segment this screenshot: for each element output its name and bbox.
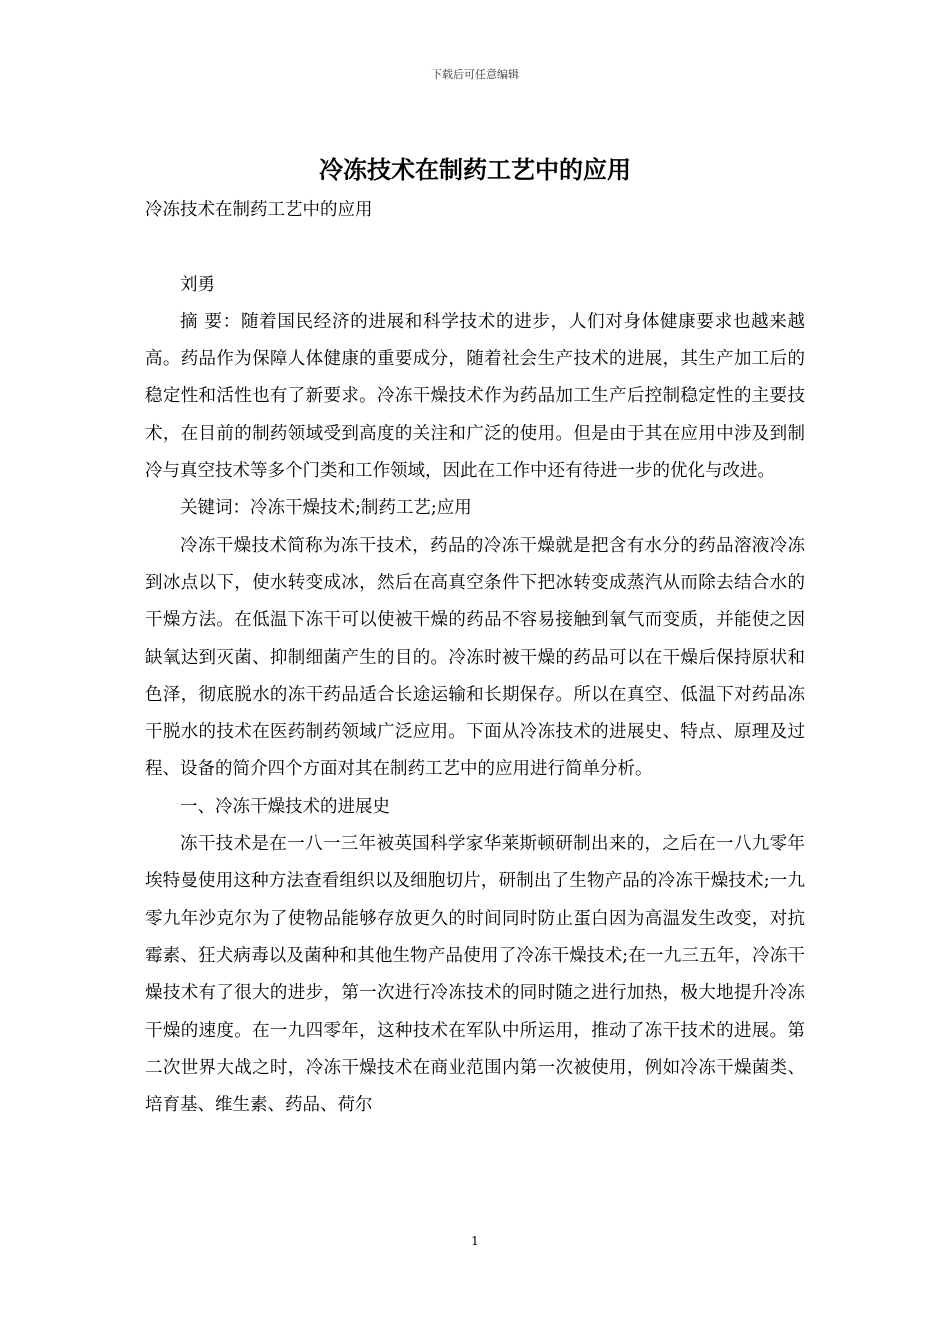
blank-line (145, 229, 805, 266)
header-note: 下载后可任意编辑 (431, 68, 519, 81)
section-paragraph: 冻干技术是在一八一三年被英国科学家华莱斯顿研制出来的，之后在一八九零年埃特曼使用这种方法查看组织以及细胞切片，研制出了生物产品的冷冻干燥技术;一九零九年沙克尔为了使物品能够存放更久的时间同时防止蛋白因为高温发生改变，对抗霉素、狂犬病毒以及菌种和其他生物产品使用了冷冻干燥技术;在一九三五年，冷冻干燥技术有了很大的进步，第一次进行冷冻技术的同时随之进行加热，极大地提升冷冻干燥的速度。在一九四零年，这种技术在军队中所运用，推动了冻干技术的进展。第二次世界大战之时，冷冻干燥技术在商业范围内第一次被使用，例如冷冻干燥菌类、培育基、维生素、药品、荷尔 (145, 834, 805, 1116)
document-title: 冷冻技术在制药工艺中的应用 (319, 155, 631, 184)
section-heading: 一、冷冻干燥技术的进展史 (180, 796, 390, 817)
document-body (145, 192, 805, 1124)
intro-paragraph: 冷冻干燥技术简称为冻干技术，药品的冷冻干燥就是把含有水分的药品溶液冷冻到冰点以下，使水转变成冰，然后在高真空条件下把冰转变成蒸汽从而除去结合水的干燥方法。在低温下冻干可以使被干燥的药品不容易接触到氧气而变质，并能使之因缺氧达到灭菌、抑制细菌产生的目的。冷冻时被干燥的药品可以在干燥后保持原状和色泽，彻底脱水的冻干药品适合长途运输和长期保存。所以在真空、低温下对药品冻干脱水的技术在医药制药领域广泛应用。下面从冷冻技术的进展史、特点、原理及过程、设备的简介四个方面对其在制药工艺中的应用进行简单分析。 (145, 535, 805, 780)
abstract-paragraph: 摘 要：随着国民经济的进展和科学技术的进步，人们对身体健康要求也越来越高。药品作为保障人体健康的重要成分，随着社会生产技术的进展，其生产加工后的稳定性和活性也有了新要求。冷冻干燥技术作为药品加工生产后控制稳定性的主要技术，在目前的制药领域受到高度的关注和广泛的使用。但是由于其在应用中涉及到制冷与真空技术等多个门类和工作领域，因此在工作中还有待进一步的优化与改进。 (145, 311, 805, 482)
page-number: 1 (471, 1234, 479, 1248)
subtitle: 冷冻技术在制药工艺中的应用 (145, 200, 373, 220)
keywords-paragraph: 关键词：冷冻干燥技术;制药工艺;应用 (180, 498, 472, 519)
author: 刘勇 (180, 274, 215, 295)
